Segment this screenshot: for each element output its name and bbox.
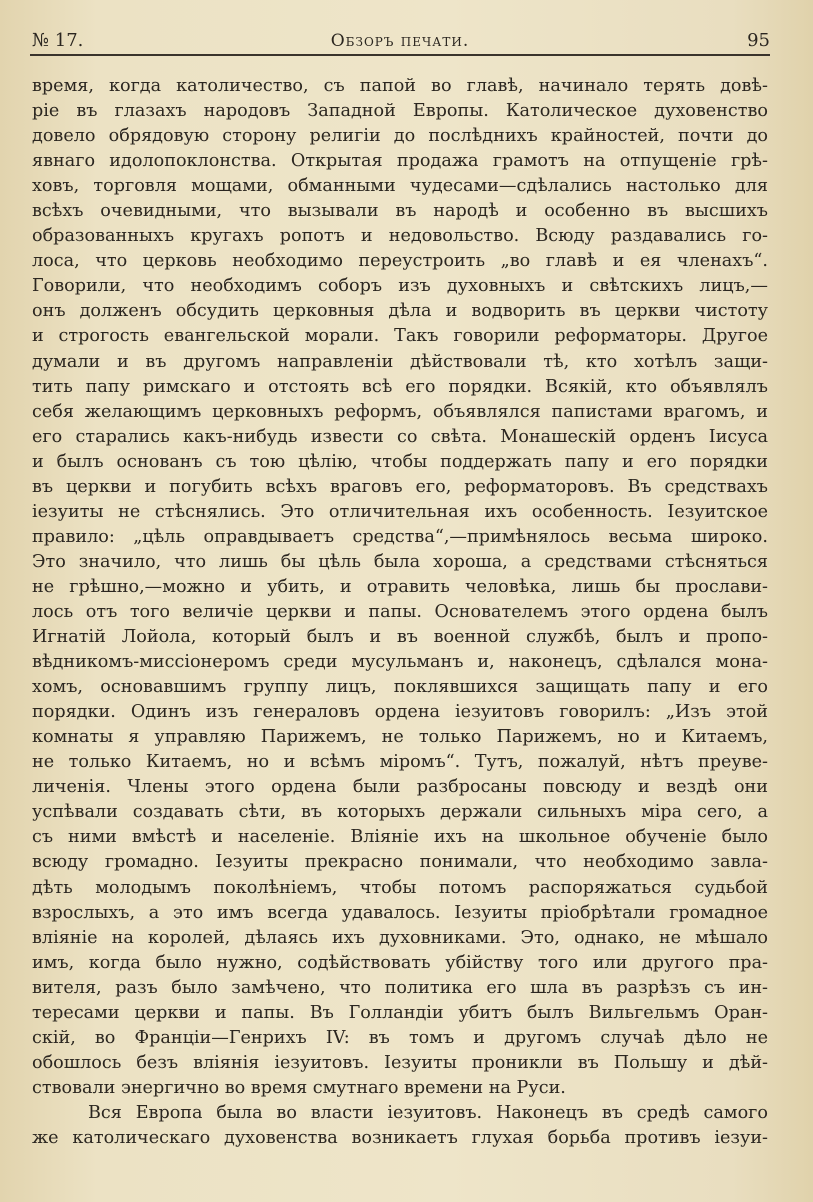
text-line: образованныхъ кругахъ ропотъ и недовольство. Всюду раздавались го- [32,226,768,247]
text-line: обошлось безъ вліянія іезуитовъ. Іезуиты проникли въ Польшу и дѣй- [32,1052,768,1073]
text-line: вліяніе на королей, дѣлаясь ихъ духовниками. Это, однако, не мѣшало [32,927,768,948]
text-line: не грѣшно,—можно и убить, и отравить человѣка, лишь бы прослави- [32,576,768,597]
text-line: съ ними вмѣстѣ и населеніе. Вліяніе ихъ на школьное обученіе было [32,827,768,848]
text-line: тить папу римскаго и отстоять всѣ его порядки. Всякій, кто объявлялъ [32,376,768,397]
running-title: Обзоръ печати. [330,31,470,51]
text-line: себя желающимъ церковныхъ реформъ, объявлялся папистами врагомъ, и [32,401,768,422]
text-line: Вся Европа была во власти іезуитовъ. Наконецъ въ средѣ самого [88,1102,768,1123]
article-body [32,74,768,1151]
text-line: довело обрядовую сторону религіи до послѣднихъ крайностей, почти до [32,126,768,147]
text-line: всюду громадно. Іезуиты прекрасно понимали, что необходимо завла- [32,852,768,873]
text-line: тересами церкви и папы. Въ Голландіи убитъ былъ Вильгельмъ Оран- [32,1002,768,1023]
text-line: имъ, когда было нужно, содѣйствовать убійству того или другого пра- [32,952,768,973]
text-line: въ церкви и погубить всѣхъ враговъ его, реформаторовъ. Въ средствахъ [32,476,768,497]
issue-number: № 17. [32,30,84,51]
text-line: дѣть молодымъ поколѣніемъ, чтобы потомъ распоряжаться судьбой [32,877,768,898]
text-line: іезуиты не стѣснялись. Это отличительная ихъ особенность. Іезуитское [32,501,768,522]
text-line: правило: „цѣль оправдываетъ средства“,—примѣнялось весьма широко. [32,526,768,547]
text-line: и былъ основанъ съ тою цѣлію, чтобы поддержать папу и его порядки [32,451,768,472]
text-line: личенія. Члены этого ордена были разбросаны повсюду и вездѣ они [32,777,768,798]
text-line: ствовали энергично во время смутнаго времени на Руси. [32,1077,566,1098]
text-line: же католическаго духовенства возникаетъ глухая борьба противъ іезуи- [32,1127,768,1148]
text-line: ховъ, торговля мощами, обманными чудесами—сдѣлались настолько для [32,176,768,197]
text-line: вѣдникомъ-миссіонеромъ среди мусульманъ и, наконецъ, сдѣлался мона- [32,652,768,673]
text-line: скій, во Франціи—Генрихъ IV: въ томъ и другомъ случаѣ дѣло не [32,1027,768,1048]
text-line: всѣхъ очевидными, что вызывали въ народѣ и особенно въ высшихъ [32,201,768,222]
text-line: лось отъ того величіе церкви и папы. Основателемъ этого ордена былъ [32,601,768,622]
text-line: комнаты я управляю Парижемъ, не только Парижемъ, но и Китаемъ, [32,727,768,748]
page-number: 95 [747,30,770,51]
text-line: взрослыхъ, а это имъ всегда удавалось. Іезуиты пріобрѣтали громадное [32,902,768,923]
text-line: хомъ, основавшимъ группу лицъ, поклявшихся защищать папу и его [32,677,768,698]
text-line: онъ долженъ обсудить церковныя дѣла и водворить въ церкви чистоту [32,301,768,322]
text-line: Игнатій Лойола, который былъ и въ военной службѣ, былъ и пропо- [32,627,768,648]
text-line: и строгость евангельской морали. Такъ говорили реформаторы. Другое [32,326,768,347]
text-line: Говорили, что необходимъ соборъ изъ духовныхъ и свѣтскихъ лицъ,— [32,276,768,297]
text-line: успѣвали создавать сѣти, въ которыхъ держали сильныхъ міра сего, а [32,802,768,823]
text-line: думали и въ другомъ направленіи дѣйствовали тѣ, кто хотѣлъ защи- [32,351,768,372]
text-line: лоса, что церковь необходимо переустроить „во главѣ и ея членахъ“. [32,251,768,272]
text-line: порядки. Одинъ изъ генераловъ ордена іезуитовъ говорилъ: „Изъ этой [32,702,768,723]
text-line: не только Китаемъ, но и всѣмъ міромъ“. Тутъ, пожалуй, нѣтъ преуве- [32,752,768,773]
text-line: его старались какъ-нибудь извести со свѣта. Монашескій орденъ Іисуса [32,426,768,447]
text-line: ріе въ глазахъ народовъ Западной Европы. Католическое духовенство [32,101,768,122]
text-line: явнаго идолопоклонства. Открытая продажа грамотъ на отпущеніе грѣ- [32,151,768,172]
text-line: время, когда католичество, съ папой во главѣ, начинало терять довѣ- [32,76,768,96]
text-line: вителя, разъ было замѣчено, что политика его шла въ разрѣзъ съ ин- [32,977,768,998]
page-header [30,28,770,56]
text-line: Это значило, что лишь бы цѣль была хороша, а средствами стѣсняться [32,551,768,572]
